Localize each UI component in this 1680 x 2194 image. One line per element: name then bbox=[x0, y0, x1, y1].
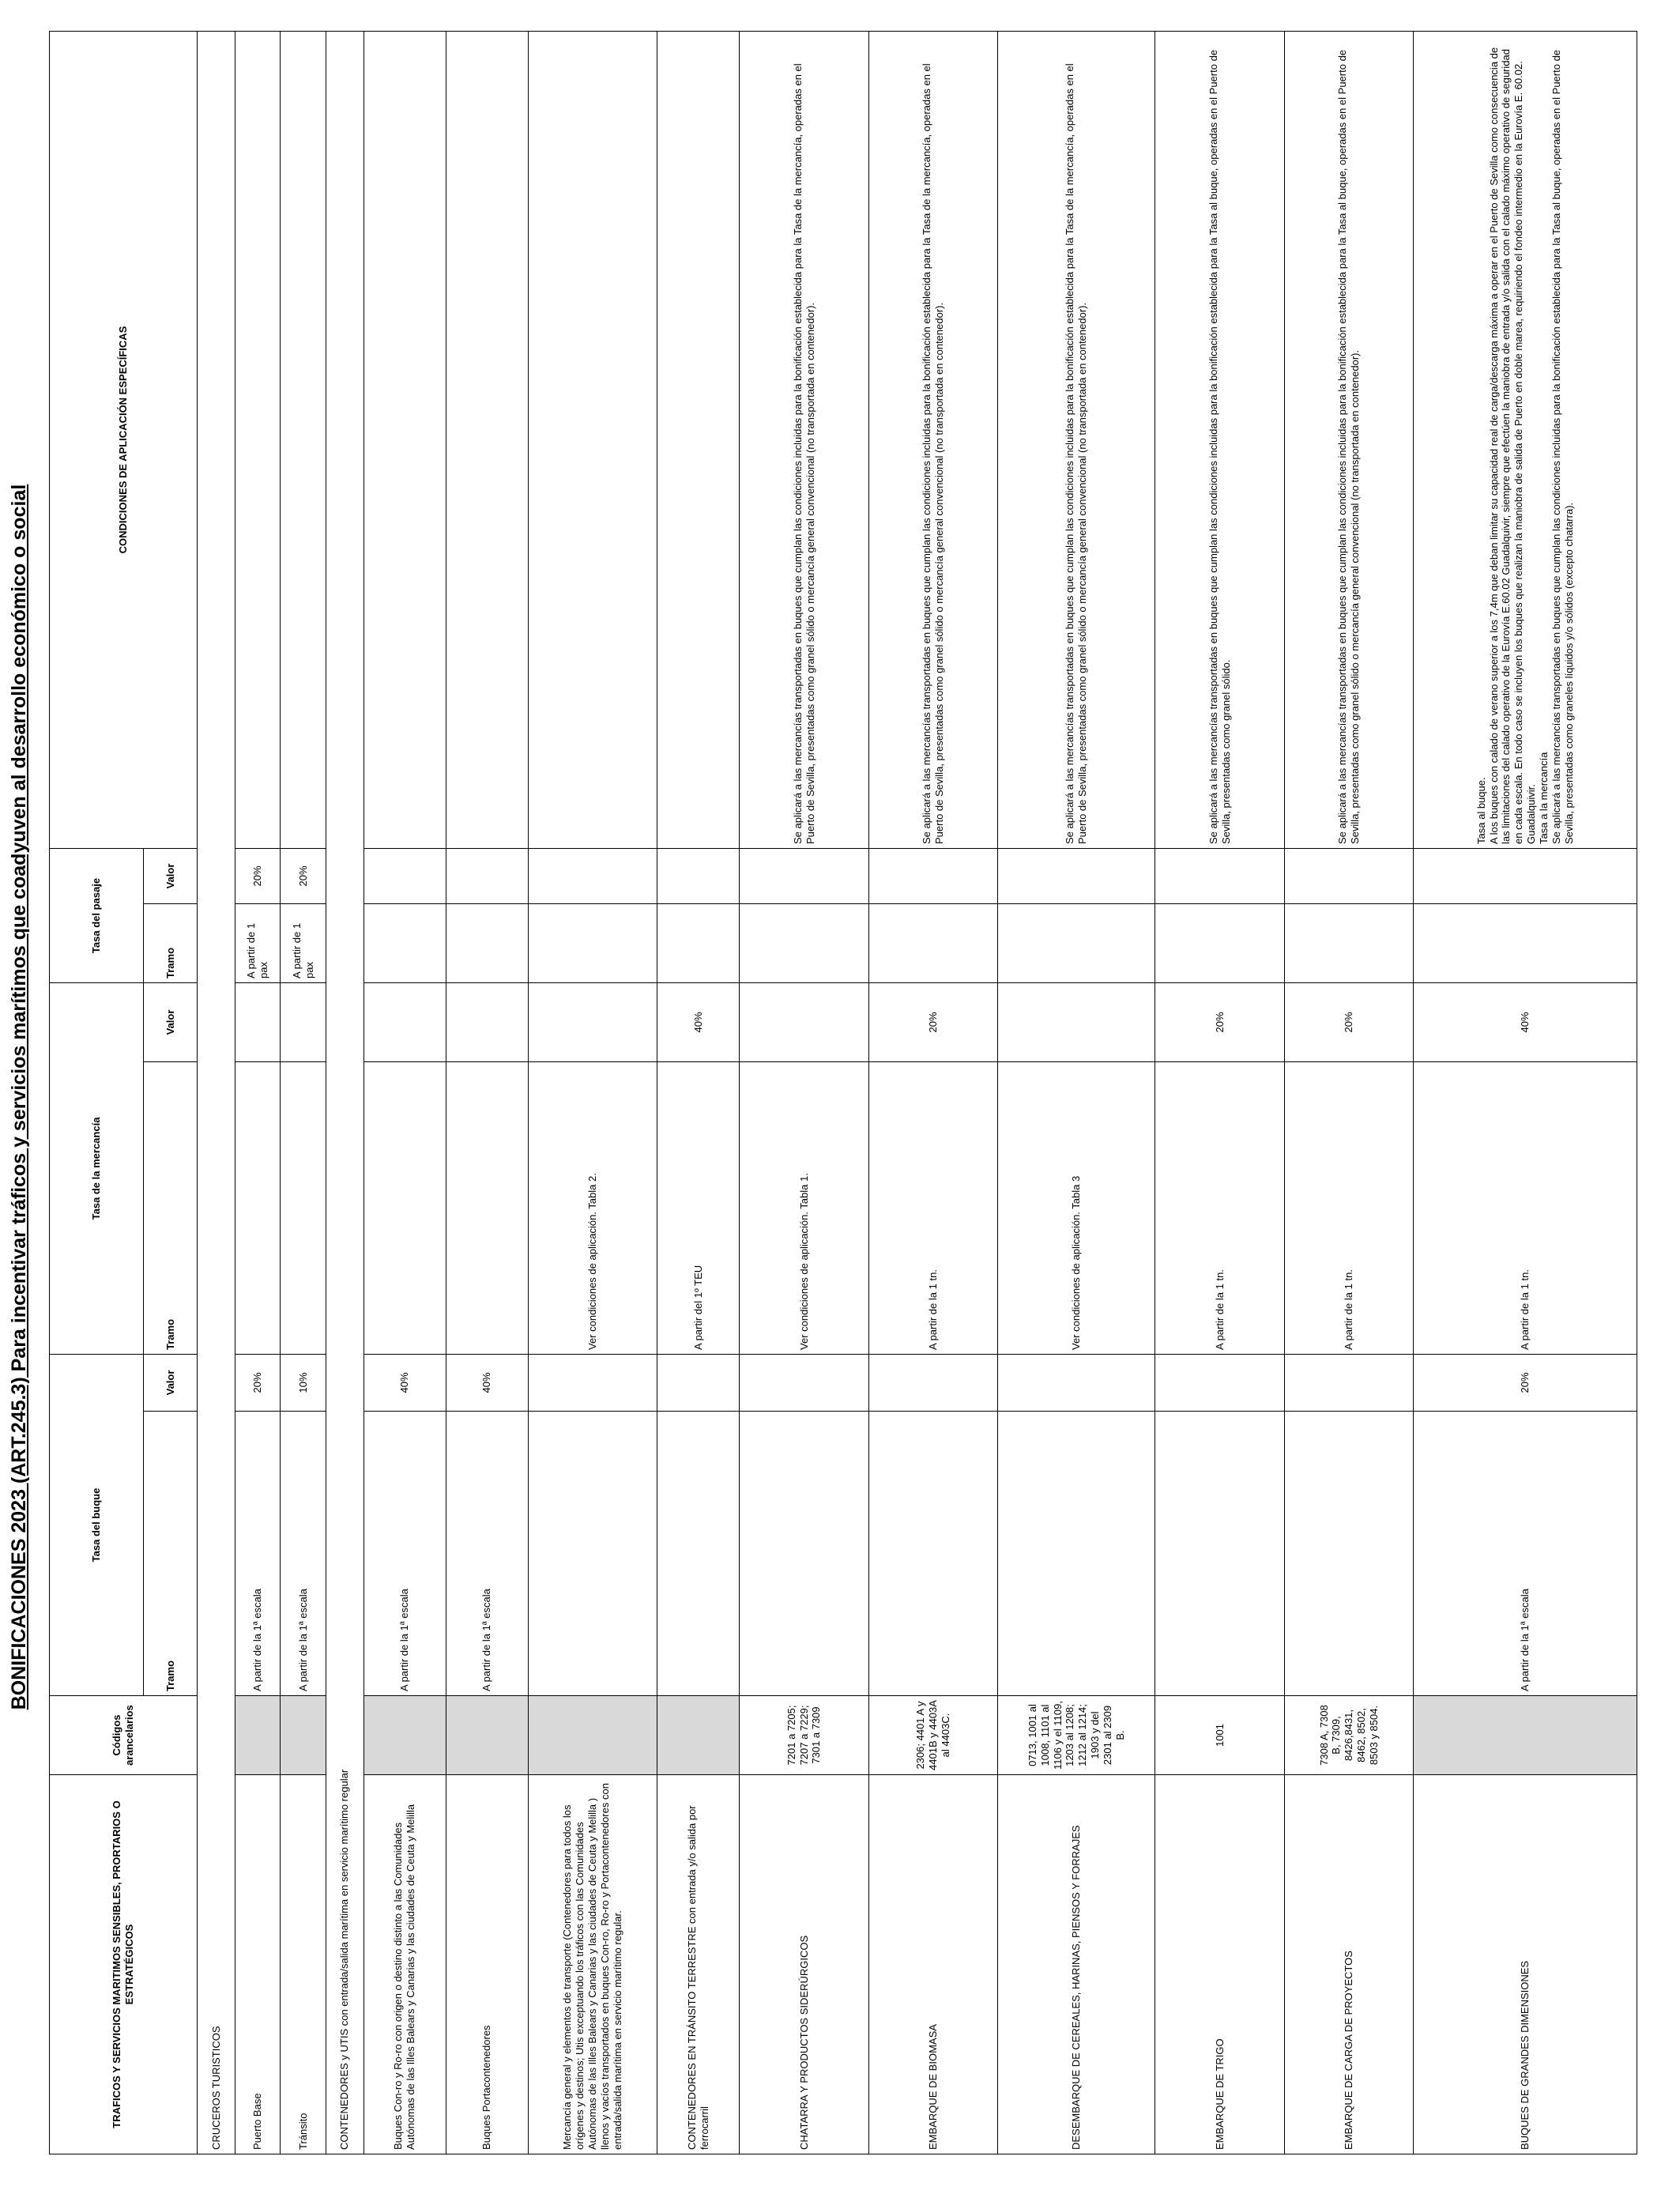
pax-tramo-cell bbox=[528, 903, 657, 982]
pax-tramo-cell bbox=[1155, 903, 1285, 982]
header-goods-tramo: Tramo bbox=[143, 1061, 197, 1354]
pax-valor-cell bbox=[1284, 848, 1414, 903]
pax-tramo-cell bbox=[446, 903, 528, 982]
row-label: CHATARRA Y PRODUCTOS SIDERÚRGICOS bbox=[740, 1775, 869, 2154]
goods-tramo-cell: A partir de la 1 tn. bbox=[868, 1061, 998, 1354]
header-pax-tramo: Tramo bbox=[143, 903, 197, 982]
ship-tramo-cell: A partir de la 1ª escala bbox=[281, 1412, 326, 1696]
table-row bbox=[198, 31, 235, 2154]
bonus-table bbox=[49, 31, 1637, 2154]
row-label: EMBARQUE DE BIOMASA bbox=[868, 1775, 998, 2154]
goods-valor-cell: 20% bbox=[1155, 982, 1285, 1061]
pax-valor-cell bbox=[740, 848, 869, 903]
codes-cell: 1001 bbox=[1155, 1696, 1285, 1775]
ship-valor-cell: 10% bbox=[281, 1354, 326, 1411]
pax-valor-cell bbox=[998, 848, 1155, 903]
ship-tramo-cell: A partir de la 1ª escala bbox=[363, 1412, 446, 1696]
codes-cell bbox=[657, 1696, 740, 1775]
codes-cell bbox=[281, 1696, 326, 1775]
pax-valor-cell bbox=[446, 848, 528, 903]
ship-valor-cell bbox=[740, 1354, 869, 1411]
codes-cell bbox=[363, 1696, 446, 1775]
header-pax-valor: Valor bbox=[143, 848, 197, 903]
table-row bbox=[1284, 31, 1414, 2154]
ship-valor-cell bbox=[1155, 1354, 1285, 1411]
pax-tramo-cell bbox=[1284, 903, 1414, 982]
pax-tramo-cell bbox=[1414, 903, 1637, 982]
row-label: DESEMBARQUE DE CEREALES, HARINAS, PIENSOS Y FORRAJES bbox=[998, 1775, 1155, 2154]
goods-tramo-cell bbox=[446, 1061, 528, 1354]
header-category: TRAFICOS Y SERVICIOS MARITIMOS SENSIBLES, PRORTARIOS O ESTRATÉGICOS bbox=[50, 1775, 198, 2154]
conditions-cell: Se aplicará a las mercancías transportadas en buques que cumplan las condiciones incluidas para la bonificación establecida para la Tasa de la mercancía, operadas en el Puerto de Sevilla, presentadas como granel sólido o mercancía general convencional (no transportada en contenedor). bbox=[868, 31, 998, 848]
header-conditions: CONDICIONES DE APLICACIÓN ESPECÍFICAS bbox=[50, 31, 198, 848]
goods-tramo-cell: Ver condiciones de aplicación. Tabla 1. bbox=[740, 1061, 869, 1354]
pax-tramo-cell bbox=[998, 903, 1155, 982]
ship-tramo-cell: A partir de la 1ª escala bbox=[446, 1412, 528, 1696]
section-contenedores: CONTENEDORES y UTIS con entrada/salida marítima en servicio marítimo regular bbox=[326, 31, 363, 2154]
conditions-cell bbox=[528, 31, 657, 848]
ship-valor-cell bbox=[998, 1354, 1155, 1411]
pax-valor-cell bbox=[1155, 848, 1285, 903]
row-label: CONTENEDORES EN TRÁNSITO TERRESTRE con entrada y/o salida por ferrocarril bbox=[657, 1775, 740, 2154]
goods-tramo-cell bbox=[281, 1061, 326, 1354]
goods-valor-cell: 20% bbox=[1284, 982, 1414, 1061]
conditions-cell bbox=[446, 31, 528, 848]
row-label: EMBARQUE DE TRIGO bbox=[1155, 1775, 1285, 2154]
conditions-cell: Se aplicará a las mercancías transportadas en buques que cumplan las condiciones incluidas para la bonificación establecida para la Tasa al buque, operadas en el Puerto de Sevilla, presentadas como granel sólido o mercancía general convencional (no transportada en contenedor). bbox=[1284, 31, 1414, 848]
codes-cell: 7308 A, 7308 B, 7309, 8426,8431, 8462, 8502, 8503 y 8504. bbox=[1284, 1696, 1414, 1775]
table-row bbox=[281, 31, 326, 2154]
row-label: Tránsito bbox=[281, 1775, 326, 2154]
conditions-cell: Tasa al buque. A los buques con calado de verano superior a los 7,4m que deban limitar su capacidad real de carga/descarga máxima a operar en el Puerto de Sevilla como consecuencia de las limitaciones del calado operativo de la Eurovía E.60.02 Guadalquivir, siempre que efectúen la maniobra de entrada y/o salida con el calado máximo operativo de seguridad en cada escala. En todo caso se incluyen los buques que realizan la maniobra de salida de Puerto en doble marea, requiriendo el fondeo intermedio en la Eurovía E. 60.02. Guadalquivir. Tasa a la mercancía Se aplicará a las mercancías transportadas en buques que cumplan las condiciones incluidas para la bonificación establecida para la Tasa al buque, operadas en el Puerto de Sevilla, presentadas como graneles líquidos y/o sólidos (excepto chatarra). bbox=[1414, 31, 1637, 848]
pax-tramo-cell bbox=[657, 903, 740, 982]
goods-valor-cell bbox=[998, 982, 1155, 1061]
goods-tramo-cell: A partir de la 1 tn. bbox=[1284, 1061, 1414, 1354]
goods-valor-cell: 40% bbox=[657, 982, 740, 1061]
conditions-cell bbox=[235, 31, 281, 848]
section-cruceros: CRUCEROS TURISTICOS bbox=[198, 31, 235, 2154]
ship-valor-cell bbox=[657, 1354, 740, 1411]
row-label: Puerto Base bbox=[235, 1775, 281, 2154]
goods-valor-cell bbox=[528, 982, 657, 1061]
table-row bbox=[868, 31, 998, 2154]
goods-valor-cell bbox=[740, 982, 869, 1061]
goods-tramo-cell bbox=[235, 1061, 281, 1354]
conditions-cell: Se aplicará a las mercancías transportadas en buques que cumplan las condiciones incluidas para la bonificación establecida para la Tasa de la mercancía, operadas en el Puerto de Sevilla, presentadas como granel sólido o mercancía general convencional (no transportada en contenedor). bbox=[740, 31, 869, 848]
row-label: EMBARQUE DE CARGA DE PROYECTOS bbox=[1284, 1775, 1414, 2154]
header-ship-valor: Valor bbox=[143, 1354, 197, 1411]
ship-valor-cell bbox=[1284, 1354, 1414, 1411]
conditions-cell: Se aplicará a las mercancías transportadas en buques que cumplan las condiciones incluidas para la bonificación establecida para la Tasa al buque, operadas en el Puerto de Sevilla, presentadas como granel sólido. bbox=[1155, 31, 1285, 848]
goods-valor-cell bbox=[363, 982, 446, 1061]
goods-tramo-cell: Ver condiciones de aplicación. Tabla 3 bbox=[998, 1061, 1155, 1354]
pax-tramo-cell bbox=[363, 903, 446, 982]
pax-valor-cell: 20% bbox=[235, 848, 281, 903]
pax-tramo-cell: A partir de 1 pax bbox=[235, 903, 281, 982]
row-label: Buques Con-ro y Ro-ro con origen o destino distinto a las Comunidades Autónomas de las Illes Balears y Canarias y las ciudades de Ceuta y Melilla bbox=[363, 1775, 446, 2154]
codes-cell bbox=[528, 1696, 657, 1775]
codes-cell: 0713, 1001 al 1008, 1101 al 1106 y el 1109, 1203 al 1208; 1212 al 1214; 1903 y del 2301 al 2309 B. bbox=[998, 1696, 1155, 1775]
table-row bbox=[363, 31, 446, 2154]
goods-tramo-cell: A partir del 1º TEU bbox=[657, 1061, 740, 1354]
table-row bbox=[657, 31, 740, 2154]
goods-tramo-cell: Ver condiciones de aplicación. Tabla 2. bbox=[528, 1061, 657, 1354]
goods-tramo-cell: A partir de la 1 tn. bbox=[1414, 1061, 1637, 1354]
table-row bbox=[998, 31, 1155, 2154]
codes-cell: 7201 a 7205; 7207 a 7229; 7301 a 7309 bbox=[740, 1696, 869, 1775]
ship-tramo-cell bbox=[1284, 1412, 1414, 1696]
pax-tramo-cell bbox=[868, 903, 998, 982]
ship-tramo-cell: A partir de la 1ª escala bbox=[235, 1412, 281, 1696]
goods-tramo-cell: A partir de la 1 tn. bbox=[1155, 1061, 1285, 1354]
table-row bbox=[1155, 31, 1285, 2154]
pax-valor-cell bbox=[868, 848, 998, 903]
ship-valor-cell: 20% bbox=[235, 1354, 281, 1411]
table-row bbox=[1414, 31, 1637, 2154]
ship-valor-cell: 20% bbox=[1414, 1354, 1637, 1411]
ship-valor-cell bbox=[868, 1354, 998, 1411]
goods-valor-cell: 40% bbox=[1414, 982, 1637, 1061]
page-title: BONIFICACIONES 2023 (ART.245.3) Para incentivar tráficos y servicios marítimos que coadyuven al desarrollo económico o social bbox=[8, 484, 30, 1710]
ship-tramo-cell bbox=[740, 1412, 869, 1696]
codes-cell bbox=[1414, 1696, 1637, 1775]
table-row bbox=[235, 31, 281, 2154]
header-ship-fee: Tasa del buque bbox=[50, 1354, 144, 1695]
conditions-cell bbox=[657, 31, 740, 848]
goods-valor-cell bbox=[281, 982, 326, 1061]
pax-valor-cell bbox=[363, 848, 446, 903]
pax-valor-cell bbox=[528, 848, 657, 903]
pax-tramo-cell: A partir de 1 pax bbox=[281, 903, 326, 982]
row-label: Mercancía general y elementos de transporte (Contenedores para todos los orígenes y destinos; Utis exceptuando los tráficos con las Comunidades Autónomas de las Illes Balears y Canarias y las ciudades de Ceuta y Melilla ) llenos y vacíos transportados en buques Con-ro, Ro-ro y Portacontenedores con entrada/salida marítima en servicio marítimo regular. bbox=[528, 1775, 657, 2154]
goods-valor-cell bbox=[446, 982, 528, 1061]
pax-valor-cell bbox=[1414, 848, 1637, 903]
ship-valor-cell: 40% bbox=[446, 1354, 528, 1411]
ship-tramo-cell: A partir de la 1ª escala bbox=[1414, 1412, 1637, 1696]
pax-valor-cell bbox=[657, 848, 740, 903]
row-label: Buques Portacontenedores bbox=[446, 1775, 528, 2154]
row-label: BUQUES DE GRANDES DIMENSIONES bbox=[1414, 1775, 1637, 2154]
table-row bbox=[446, 31, 528, 2154]
goods-valor-cell bbox=[235, 982, 281, 1061]
header-ship-tramo: Tramo bbox=[143, 1412, 197, 1696]
header-codes: Códigos arancelarios bbox=[50, 1696, 198, 1775]
header-goods-valor: Valor bbox=[143, 982, 197, 1061]
conditions-cell bbox=[363, 31, 446, 848]
pax-valor-cell: 20% bbox=[281, 848, 326, 903]
ship-valor-cell bbox=[528, 1354, 657, 1411]
table-row bbox=[740, 31, 869, 2154]
header-goods-fee: Tasa de la mercancía bbox=[50, 982, 144, 1354]
conditions-cell bbox=[281, 31, 326, 848]
conditions-cell: Se aplicará a las mercancías transportadas en buques que cumplan las condiciones incluidas para la bonificación establecida para la Tasa de la mercancía, operadas en el Puerto de Sevilla, presentadas como granel sólido o mercancía general convencional (no transportada en contenedor). bbox=[998, 31, 1155, 848]
ship-tramo-cell bbox=[868, 1412, 998, 1696]
ship-valor-cell: 40% bbox=[363, 1354, 446, 1411]
codes-cell: 2306; 4401 A y 4401B y 4403A al 4403C. bbox=[868, 1696, 998, 1775]
codes-cell bbox=[446, 1696, 528, 1775]
table-row bbox=[326, 31, 363, 2154]
ship-tramo-cell bbox=[528, 1412, 657, 1696]
header-passenger-fee: Tasa del pasaje bbox=[50, 848, 144, 982]
goods-valor-cell: 20% bbox=[868, 982, 998, 1061]
ship-tramo-cell bbox=[998, 1412, 1155, 1696]
codes-cell bbox=[235, 1696, 281, 1775]
table-row bbox=[528, 31, 657, 2154]
goods-tramo-cell bbox=[363, 1061, 446, 1354]
ship-tramo-cell bbox=[657, 1412, 740, 1696]
ship-tramo-cell bbox=[1155, 1412, 1285, 1696]
pax-tramo-cell bbox=[740, 903, 869, 982]
